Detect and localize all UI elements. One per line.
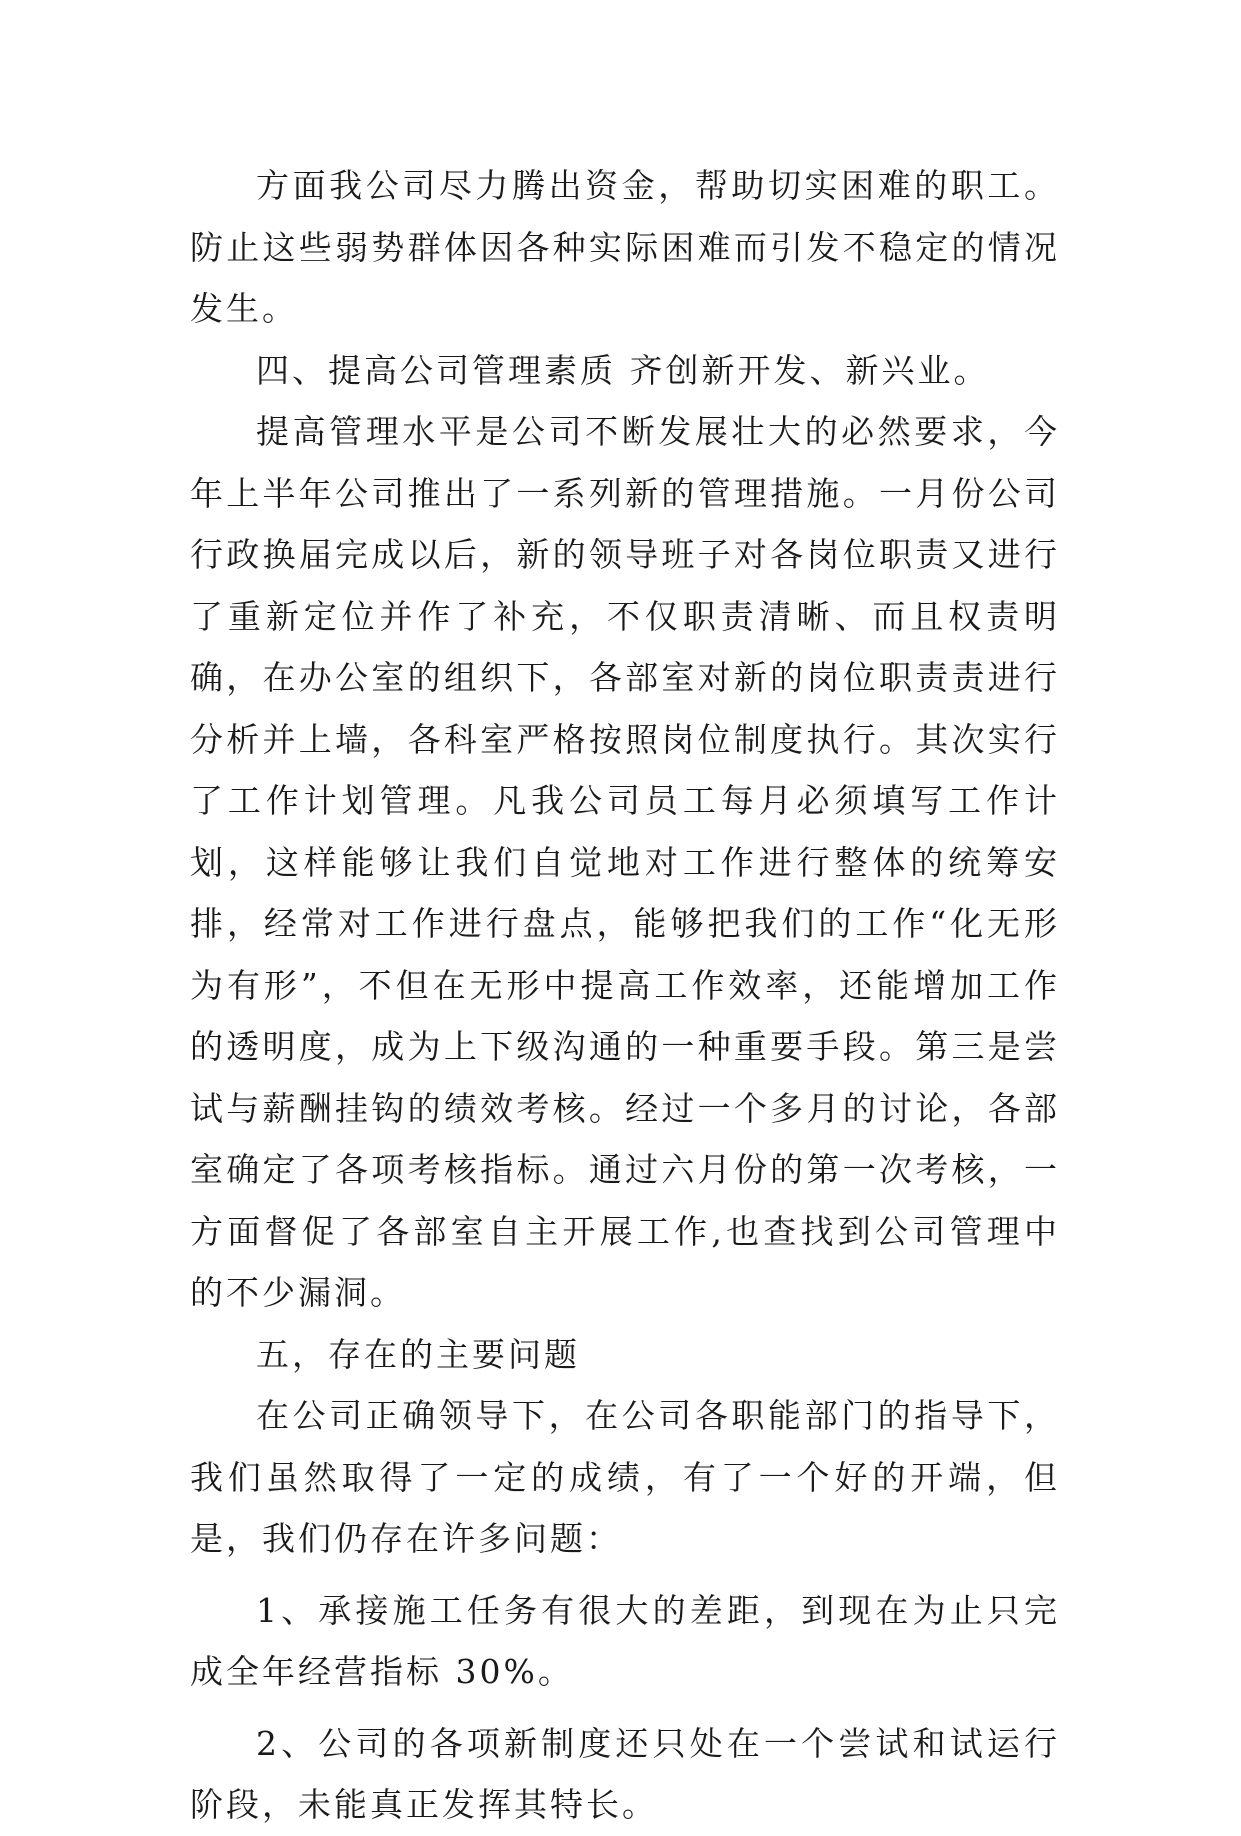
paragraph-problems-intro: 在公司正确领导下，在公司各职能部门的指导下，我们虽然取得了一定的成绩，有了一个好的开端，但是，我们仍存在许多问题： [190, 1396, 1060, 1558]
problem-item-2: 2、公司的各项新制度还只处在一个尝试和试运行阶段，未能真正发挥其特长。 [190, 1723, 1060, 1824]
section-heading-management: 四、提高公司管理素质 齐创新开发、新兴业。 [256, 350, 990, 390]
problem-item-1: 1、承接施工任务有很大的差距，到现在为止只完成全年经营指标 30%。 [190, 1590, 1060, 1691]
document-body [190, 155, 1060, 1836]
paragraph-hardship-support: 方面我公司尽力腾出资金，帮助切实困难的职工。防止这些弱势群体因各种实际困难而引发不稳定的情况发生。 [190, 166, 1060, 328]
section-heading-problems: 五，存在的主要问题 [256, 1334, 580, 1374]
paragraph-management-measures: 提高管理水平是公司不断发展壮大的必然要求，今年上半年公司推出了一系列新的管理措施。一月份公司行政换届完成以后，新的领导班子对各岗位职责又进行了重新定位并作了补充，不仅职责清晰、而且权责明确，在办公室的组织下，各部室对新的岗位职责责进行分析并上墙，各科室严格按照岗位制度执行。其次实行了工作计划管理。凡我公司员工每月必须填写工作计划，这样能够让我们自觉地对工作进行整体的统筹安排，经常对工作进行盘点，能够把我们的工作“化无形为有形”，不但在无形中提高工作效率，还能增加工作的透明度，成为上下级沟通的一种重要手段。第三是尝试与薪酬挂钩的绩效考核。经过一个多月的讨论，各部室确定了各项考核指标。通过六月份的第一次考核，一方面督促了各部室自主开展工作,也查找到公司管理中的不少漏洞。 [190, 412, 1060, 1312]
